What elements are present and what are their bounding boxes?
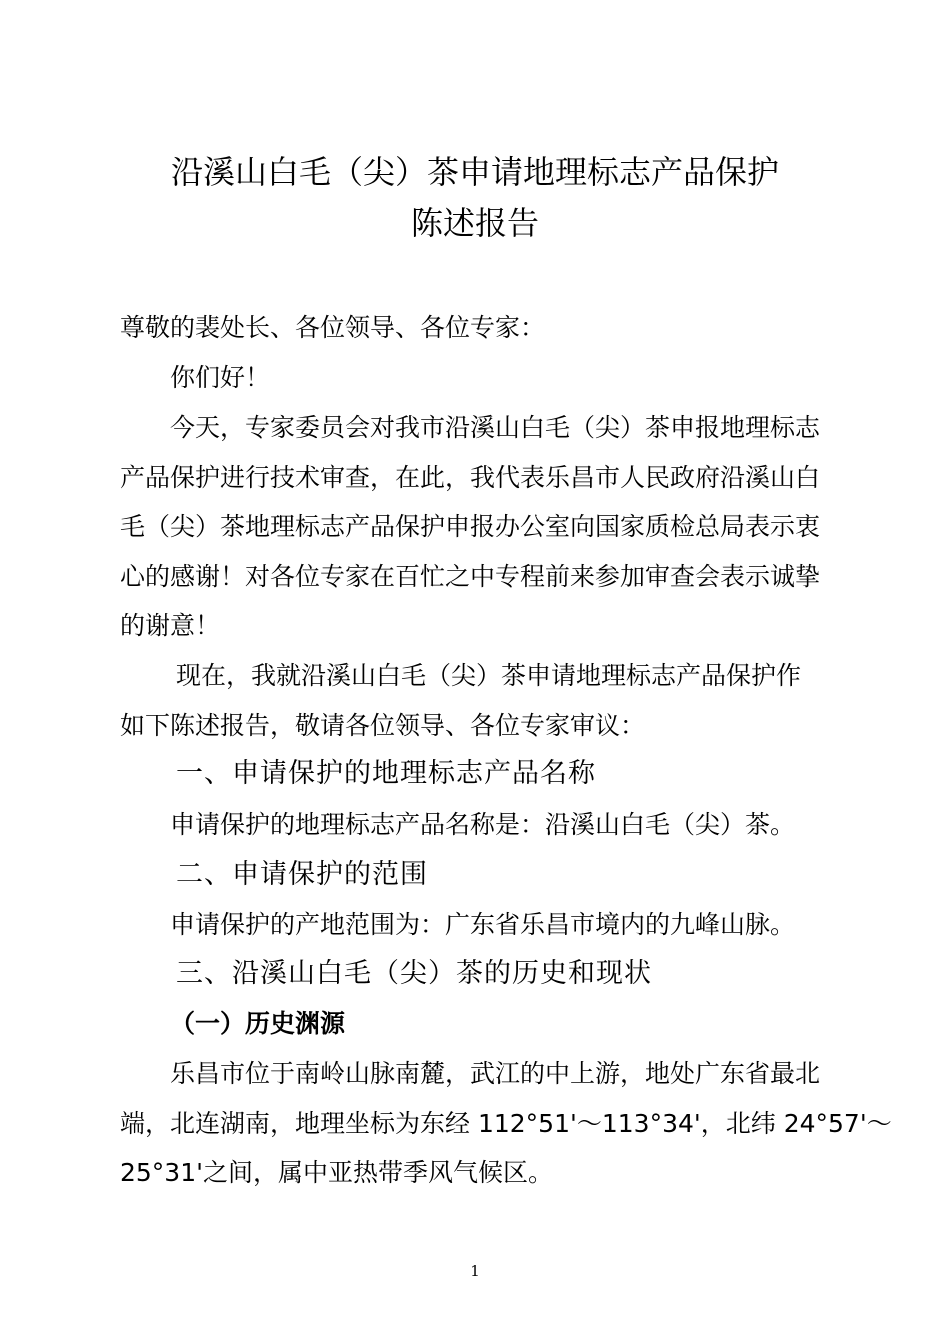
paragraph-3-line-1: 乐昌市位于南岭山脉南麓，武江的中上游，地处广东省最北: [170, 1059, 821, 1088]
greeting: 你们好！: [170, 363, 271, 392]
section-heading-3: 三、沿溪山白毛（尖）茶的历史和现状: [176, 958, 652, 989]
paragraph-1-line-5: 的谢意！: [120, 611, 221, 640]
paragraph-1-line-4: 心的感谢！对各位专家在百忙之中专程前来参加审查会表示诚挚: [120, 562, 821, 591]
subsection-heading: （一）历史渊源: [170, 1009, 346, 1038]
section-heading-1: 一、申请保护的地理标志产品名称: [176, 758, 596, 789]
section-1-text: 申请保护的地理标志产品名称是：沿溪山白毛（尖）茶。: [170, 810, 796, 839]
paragraph-2-line-1: 现在，我就沿溪山白毛（尖）茶申请地理标志产品保护作: [176, 661, 802, 690]
paragraph-1-line-3: 毛（尖）茶地理标志产品保护申报办公室向国家质检总局表示衷: [120, 512, 821, 541]
document-title-line-1: 沿溪山白毛（尖）茶申请地理标志产品保护: [170, 153, 779, 191]
section-heading-2: 二、申请保护的范围: [176, 859, 428, 890]
salutation: 尊敬的裴处长、各位领导、各位专家：: [120, 313, 546, 342]
page-number: 1: [470, 1262, 480, 1280]
paragraph-1-line-2: 产品保护进行技术审查，在此，我代表乐昌市人民政府沿溪山白: [120, 463, 821, 492]
section-2-text: 申请保护的产地范围为：广东省乐昌市境内的九峰山脉。: [170, 910, 796, 939]
paragraph-3-line-2: 端，北连湖南，地理坐标为东经 112°51'～113°34'，北纬 24°57'～: [120, 1109, 892, 1138]
document-title-line-2: 陈述报告: [410, 204, 539, 242]
paragraph-3-line-3: 25°31'之间，属中亚热带季风气候区。: [120, 1158, 553, 1187]
paragraph-2-line-2: 如下陈述报告，敬请各位领导、各位专家审议：: [120, 711, 646, 740]
paragraph-1-line-1: 今天，专家委员会对我市沿溪山白毛（尖）茶申报地理标志: [170, 413, 821, 442]
